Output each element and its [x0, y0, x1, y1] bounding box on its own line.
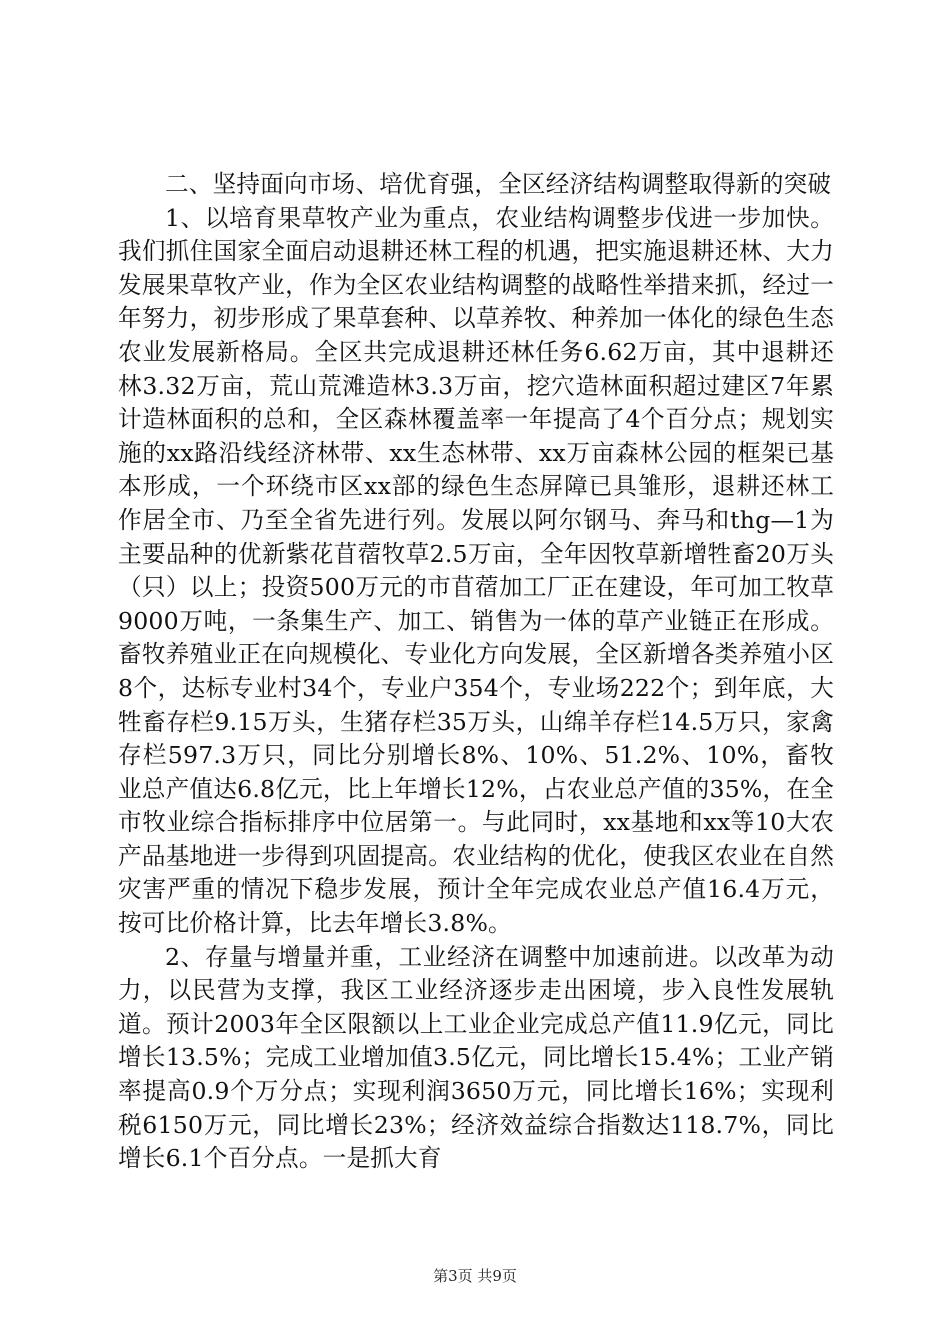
section-heading: 二、坚持面向市场、培优育强，全区经济结构调整取得新的突破 — [165, 170, 832, 198]
paragraph-agriculture: 1、以培育果草牧产业为重点，农业结构调整步伐进一步加快。我们抓住国家全面启动退耕还林工程的机遇，把实施退耕还林、大力发展果草牧产业，作为全区农业结构调整的战略性举措来抓，经过一年努力，初步形成了果草套种、以草养牧、种养加一体化的绿色生态农业发展新格局。全区共完成退耕还林任务6.62万亩，其中退耕还林3.32万亩，荒山荒滩造林3.3万亩，挖穴造林面积超过建区7年累计造林面积的总和，全区森林覆盖率一年提高了4个百分点；规划实施的xx路沿线经济林带、xx生态林带、xx万亩森林公园的框架已基本形成，一个环绕市区xx部的绿色生态屏障已具雏形，退耕还林工作居全市、乃至全省先进行列。发展以阿尔钢马、奔马和thg—1为主要品种的优新紫花苜蓿牧草2.5万亩，全年因牧草新增牲畜20万头（只）以上；投资500万元的市苜蓿加工厂正在建设，年可加工牧草9000万吨，一条集生产、加工、销售为一体的草产业链正在形成。畜牧养殖业正在向规模化、专业化方向发展，全区新增各类养殖小区8个，达标专业村34个，专业户354个，专业场222个；到年底，大牲畜存栏9.15万头，生猪存栏35万头，山绵羊存栏14.5万只，家禽存栏597.3万只，同比分别增长8%、10%、51.2%、10%，畜牧业总产值达6.8亿元，比上年增长12%，占农业总产值的35%，在全市牧业综合指标排序中位居第一。与此同时，xx基地和xx等10大农产品基地进一步得到巩固提高。农业结构的优化，使我区农业在自然灾害严重的情况下稳步发展，预计全年完成农业总产值16.4万元，按可比价格计算，比去年增长3.8%。 — [118, 203, 834, 938]
page-number-footer: 第3页 共9页 — [433, 1267, 517, 1285]
paragraph-industry: 2、存量与增量并重，工业经济在调整中加速前进。以改革为动力，以民营为支撑，我区工业经济逐步走出困境，步入良性发展轨道。预计2003年全区限额以上工业企业完成总产值11.9亿元，同比增长13.5%；完成工业增加值3.5亿元，同比增长15.4%；工业产销率提高0.9个万分点；实现利润3650万元，同比增长16%；实现利税6150万元，同比增长23%；经济效益综合指数达118.7%，同比增长6.1个百分点。一是抓大育 — [118, 942, 834, 1173]
document-body — [118, 168, 834, 1176]
